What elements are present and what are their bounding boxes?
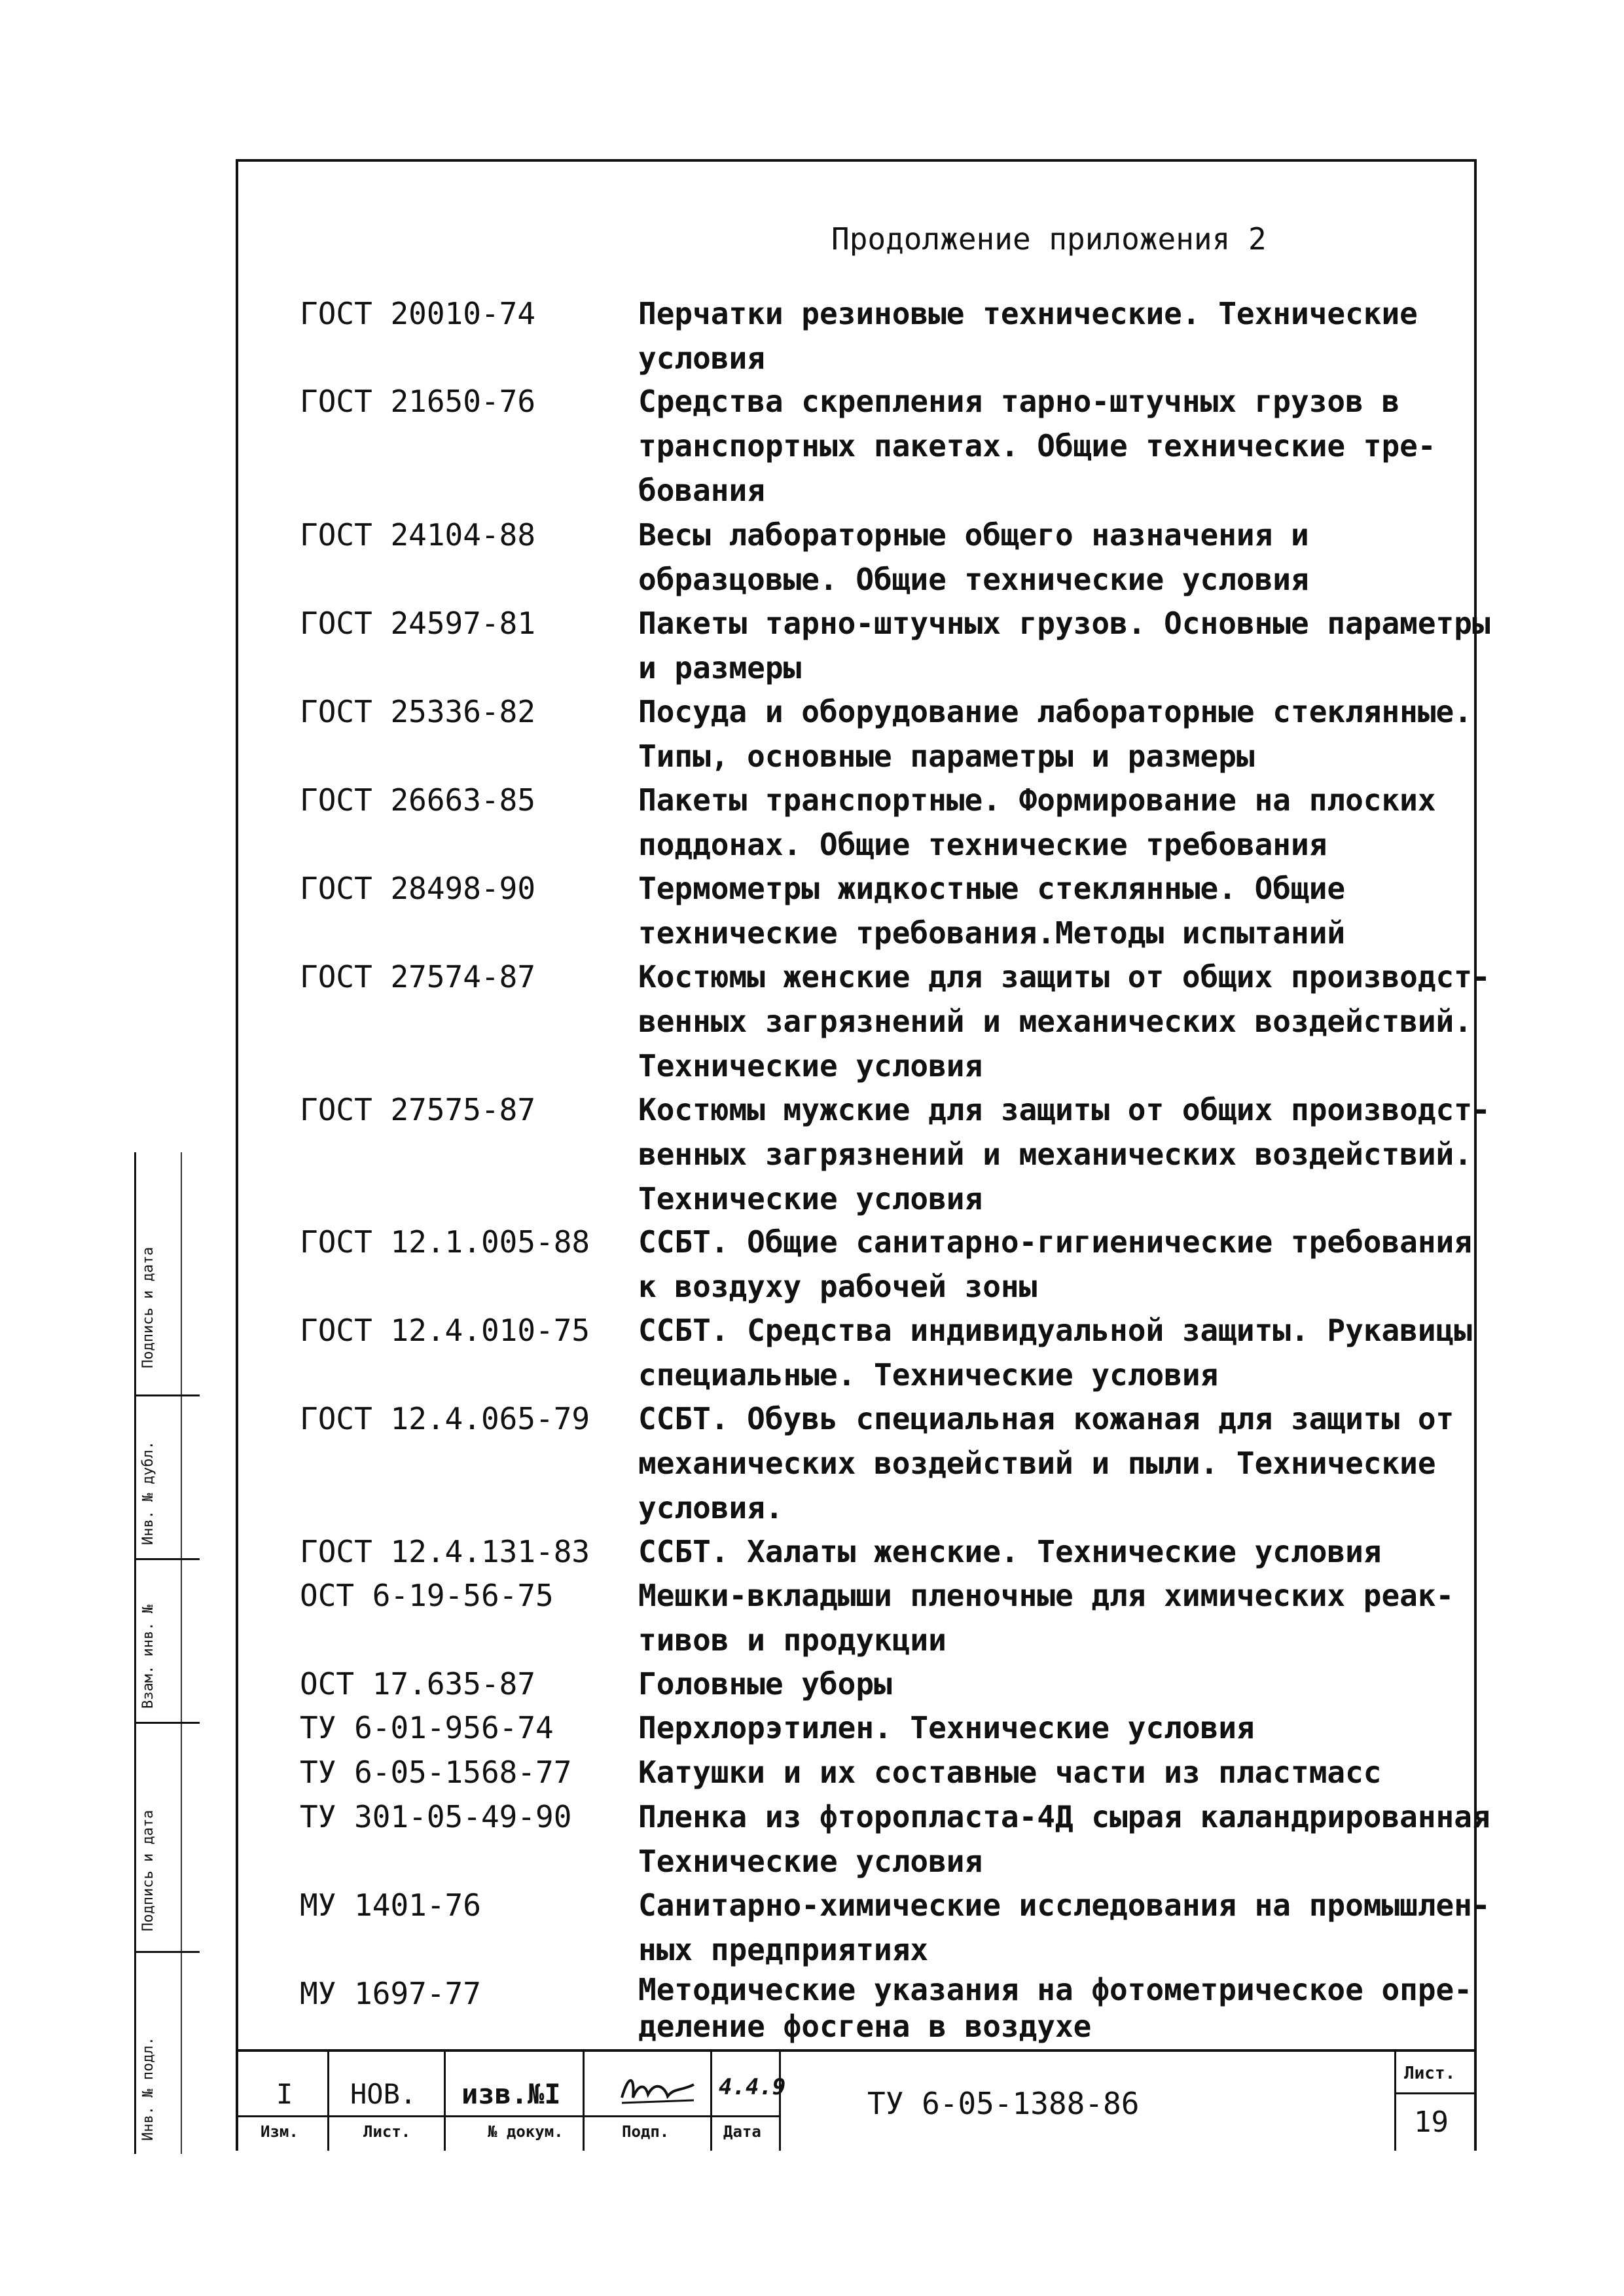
standard-title: ССБТ. Обувь специальная кожаная для защиты от механических воздействий и пыли. Технические условия. [638, 1401, 1454, 1525]
standard-code: ГОСТ 12.4.010-75 [300, 1313, 590, 1348]
standard-code: ОСТ 6-19-56-75 [300, 1578, 554, 1613]
page-heading: Продолжение приложения 2 [831, 221, 1267, 257]
notice-number: изв.№I [461, 2078, 561, 2110]
standard-code: ГОСТ 24104-88 [300, 517, 536, 553]
document-code: ТУ 6-05-1388-86 [867, 2086, 1140, 2121]
standard-code: ГОСТ 21650-76 [300, 384, 536, 419]
stamp-label: Подпись и дата [140, 1810, 156, 1931]
standard-code: ГОСТ 25336-82 [300, 694, 536, 729]
label-podp: Подп. [622, 2123, 670, 2141]
stamp-label: Подпись и дата [140, 1247, 156, 1368]
stamp-label: Взам. инв. № [140, 1605, 156, 1709]
standard-code: МУ 1401-76 [300, 1887, 481, 1923]
standard-title: Перчатки резиновые технические. Технические условия [638, 296, 1418, 376]
standard-code: ГОСТ 24597-81 [300, 606, 536, 641]
standard-code: ГОСТ 12.1.005-88 [300, 1224, 590, 1260]
standard-code: ГОСТ 27575-87 [300, 1092, 536, 1127]
standard-code: ОСТ 17.635-87 [300, 1666, 536, 1702]
sheet-number: 19 [1414, 2105, 1449, 2139]
standard-title: Термометры жидкостные стеклянные. Общие технические требования.Методы испытаний [638, 871, 1346, 951]
standard-title: Санитарно-химические исследования на промышлен-ных предприятиях [638, 1887, 1490, 1967]
label-data: Дата [723, 2123, 761, 2141]
label-doc-number: № докум. [488, 2123, 564, 2141]
sheet-label: Лист. [1404, 2064, 1456, 2083]
signature-image [619, 2071, 697, 2107]
standard-title: ССБТ. Общие санитарно-гигиенические требования к воздуху рабочей зоны [638, 1224, 1472, 1304]
standard-code: ТУ 6-01-956-74 [300, 1710, 554, 1745]
standard-title: Катушки и их составные части из пластмасс [638, 1755, 1382, 1790]
standard-title: Костюмы женские для защиты от общих производст-венных загрязнений и механических воздействий. Технические условия [638, 959, 1490, 1084]
standard-code: ГОСТ 12.4.065-79 [300, 1401, 590, 1436]
standard-code: МУ 1697-77 [300, 1976, 481, 2011]
standard-code: ГОСТ 12.4.131-83 [300, 1534, 590, 1569]
standard-title: Весы лабораторные общего назначения и образцовые. Общие технические условия [638, 517, 1309, 597]
margin-stamp [134, 1152, 182, 2154]
standard-code: ТУ 301-05-49-90 [300, 1799, 572, 1834]
standard-code: ГОСТ 26663-85 [300, 782, 536, 818]
stamp-label: Инв. № дубл. [140, 1441, 156, 1545]
standard-title: Мешки-вкладыши пленочные для химических реак-тивов и продукции [638, 1578, 1454, 1658]
title-block [236, 2049, 1474, 2151]
standard-title: Головные уборы [638, 1666, 892, 1702]
standard-title: Пакеты тарно-штучных грузов. Основные параметры и размеры [638, 606, 1490, 685]
standard-title: Пленка из фторопласта-4Д сырая каландрированная Технические условия [638, 1799, 1490, 1879]
standard-title: Средства скрепления тарно-штучных грузов в транспортных пакетах. Общие технические тре-бования [638, 384, 1436, 508]
label-list: Лист. [363, 2123, 411, 2141]
change-number: I [276, 2078, 293, 2110]
standard-title: ССБТ. Средства индивидуальной защиты. Рукавицы специальные. Технические условия [638, 1313, 1472, 1393]
standard-code: ГОСТ 27574-87 [300, 959, 536, 994]
standard-title: Посуда и оборудование лабораторные стеклянные. Типы, основные параметры и размеры [638, 694, 1472, 774]
label-izm: Изм. [261, 2123, 298, 2141]
standard-title: Пакеты транспортные. Формирование на плоских поддонах. Общие технические требования [638, 782, 1436, 862]
standard-title: Методические указания на фотометрическое опре-деление фосгена в воздухе [638, 1972, 1472, 2044]
stamp-label: Инв. № подл. [140, 2037, 156, 2141]
sign-date: 4.4.9 [719, 2074, 786, 2100]
standard-title: Костюмы мужские для защиты от общих производст-венных загрязнений и механических воздействий. Технические условия [638, 1092, 1490, 1216]
standard-title: Перхлорэтилен. Технические условия [638, 1710, 1255, 1745]
standard-code: ГОСТ 28498-90 [300, 871, 536, 906]
sheet-status: НОВ. [350, 2078, 417, 2110]
standard-code: ГОСТ 20010-74 [300, 296, 536, 331]
standard-title: ССБТ. Халаты женские. Технические условия [638, 1534, 1382, 1569]
standard-code: ТУ 6-05-1568-77 [300, 1755, 572, 1790]
